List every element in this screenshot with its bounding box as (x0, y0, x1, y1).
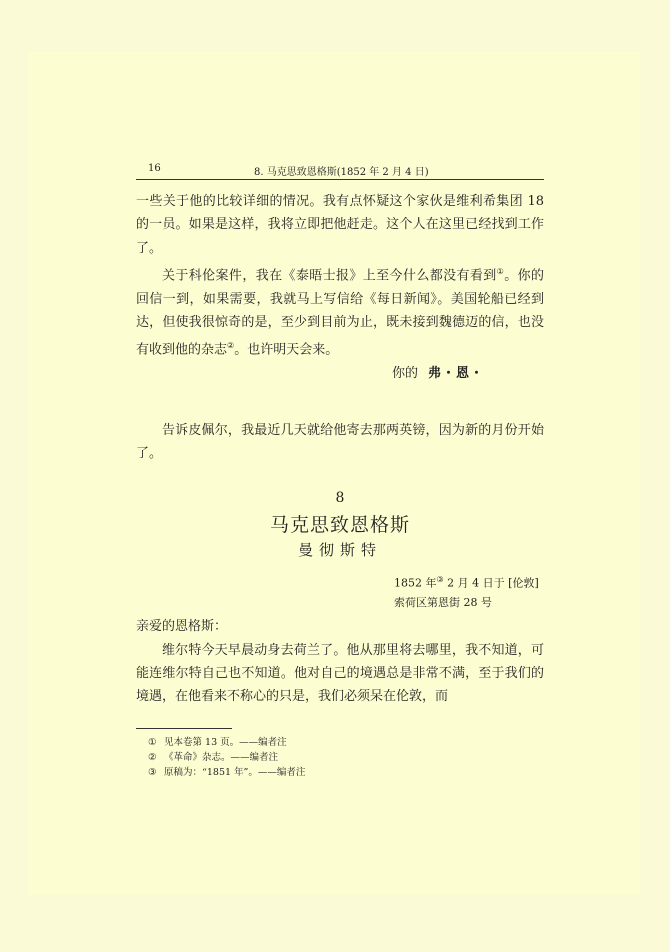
footnote-ref: ③ (436, 574, 444, 584)
running-header (136, 161, 544, 180)
footnote-rule (136, 728, 232, 729)
postscript: 告诉皮佩尔，我最近几天就给他寄去那两英镑，因为新的月份开始了。 (136, 423, 544, 462)
footnote-mark: ① (148, 737, 157, 749)
footnote-ref: ① (496, 266, 505, 276)
letter-body (136, 615, 544, 708)
date-rest: 2 月 4 日于 [伦敦] (443, 576, 539, 590)
paragraph: 一些关于他的比较详细的情况。我有点怀疑这个家伙是维利希集团 18 的一员。如果是这样，我将立即把他赶走。这个人在这里已经找到工作了。 (136, 194, 544, 256)
signature: 弗・恩・ (427, 365, 484, 381)
salutation: 亲爱的恩格斯： (136, 619, 228, 635)
address: 索荷区第恩街 28 号 (394, 596, 492, 610)
footnote (148, 735, 544, 750)
body-text (136, 190, 544, 466)
paragraph-text: 关于科伦案件，我在《泰晤士报》上至今什么都没有看到 (162, 268, 497, 284)
letter-place: 曼彻斯特 (297, 540, 382, 559)
paragraph-text: 。也许明天会来。 (234, 342, 339, 358)
letter-number: 8 (335, 489, 345, 506)
date (394, 570, 544, 594)
footnote-text: 原稿为：“1851 年”。——编者注 (164, 767, 306, 779)
paragraph-text: 。你的回信一到，如果需要，我就马上写信给《每日新闻》。美国轮船已经到达，但使我很惊奇的是，至少到目前为止，既未接到魏德迈的信，也没有收到他的杂志 (136, 268, 544, 358)
date-text: 1852 年 (394, 576, 437, 590)
footnote (148, 765, 544, 780)
page-number: 16 (148, 163, 161, 174)
footnotes (136, 735, 544, 780)
dateline (136, 570, 544, 614)
footnote-ref: ② (227, 341, 235, 351)
letter-title: 马克思致恩格斯 (269, 513, 410, 536)
paragraph (136, 260, 544, 362)
footnote (148, 750, 544, 765)
signature-line (136, 362, 544, 385)
paragraph: 维尔特今天早晨动身去荷兰了。他从那里将去哪里，我不知道，可能连维尔特自己也不知道。他对自己的境遇总是非常不满，至于我们的境遇，在他看来不称心的只是，我们必须呆在伦敦，而 (136, 642, 544, 705)
footnote-text: 见本卷第 13 页。——编者注 (164, 737, 287, 749)
footnote-mark: ③ (148, 767, 157, 779)
closing: 你的 (391, 365, 418, 381)
footnote-text: 《革命》杂志。——编者注 (164, 752, 279, 764)
footnote-mark: ② (148, 752, 157, 764)
page-content (136, 161, 544, 780)
running-title: 8. 马克思致恩格斯(1852 年 2 月 4 日) (254, 167, 429, 178)
